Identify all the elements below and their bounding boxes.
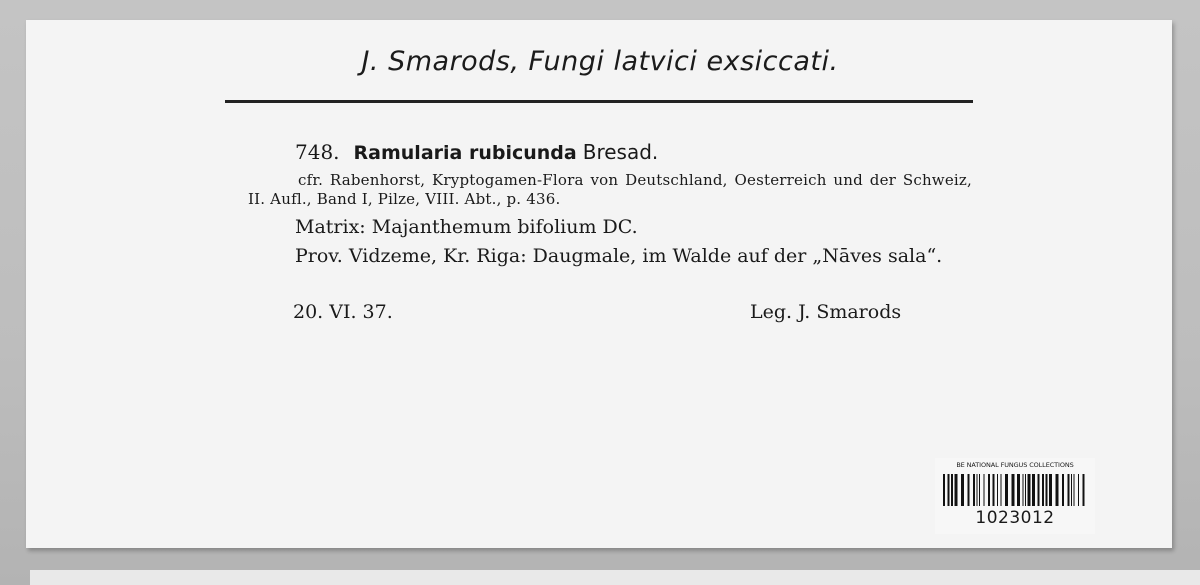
collection-date: 20. VI. 37. [293, 301, 393, 323]
barcode-bar [943, 474, 945, 506]
barcode-bar [1049, 474, 1052, 506]
barcode-bar [1071, 474, 1072, 506]
barcode-bar [993, 474, 995, 506]
barcode-bar [1083, 474, 1085, 506]
barcode-bar [968, 474, 970, 506]
barcode-bars [943, 474, 1087, 506]
barcode-bar [1068, 474, 1070, 506]
specimen-entry [295, 140, 658, 164]
next-sheet-edge [30, 570, 1200, 585]
barcode-bar [948, 474, 950, 506]
locality-text: Prov. Vidzeme, Kr. Riga: Daugmale, im Walde auf der „Nāves sala“. [295, 245, 943, 267]
barcode-bar [1032, 474, 1035, 506]
barcode-bar [979, 474, 980, 506]
barcode-bar [1005, 474, 1008, 506]
barcode-bar [1078, 474, 1079, 506]
barcode-bar [961, 474, 964, 506]
barcode-number: 1023012 [975, 508, 1055, 528]
barcode-bar [955, 474, 958, 506]
barcode-bar [988, 474, 990, 506]
specimen-number: 748. [295, 140, 340, 164]
barcode-bar [1046, 474, 1048, 506]
barcode-bar [1001, 474, 1002, 506]
barcode-bar [951, 474, 953, 506]
label-title: J. Smarods, Fungi latvici exsiccati. [361, 46, 839, 77]
barcode-bar [1056, 474, 1059, 506]
barcode-bar [1062, 474, 1064, 506]
barcode-bar [977, 474, 978, 506]
barcode-bar [1012, 474, 1015, 506]
barcode-bar [1028, 474, 1031, 506]
collector-name: Leg. J. Smarods [750, 301, 902, 323]
species-author: Bresad. [582, 140, 659, 164]
barcode-bar [1025, 474, 1026, 506]
barcode-bar [1074, 474, 1075, 506]
matrix-line: Matrix: Majanthemum bifolium DC. [295, 216, 638, 238]
barcode-bar [984, 474, 985, 506]
barcode-bar [1017, 474, 1020, 506]
literature-reference: cfr. Rabenhorst, Kryptogamen-Flora von Deutschland, Oesterreich und der Schweiz, II. Aufl., Band I, Pilze, VIII. Abt., p. 436. [248, 171, 972, 208]
title-rule [225, 100, 973, 103]
species-name: Ramularia rubicunda [353, 142, 577, 164]
barcode-bar [973, 474, 975, 506]
barcode-bar [997, 474, 998, 506]
barcode-bar [1042, 474, 1044, 506]
barcode-bar [1038, 474, 1040, 506]
barcode-institution: BE NATIONAL FUNGUS COLLECTIONS [956, 461, 1074, 469]
barcode-sticker [935, 458, 1095, 534]
barcode-bar [1023, 474, 1024, 506]
